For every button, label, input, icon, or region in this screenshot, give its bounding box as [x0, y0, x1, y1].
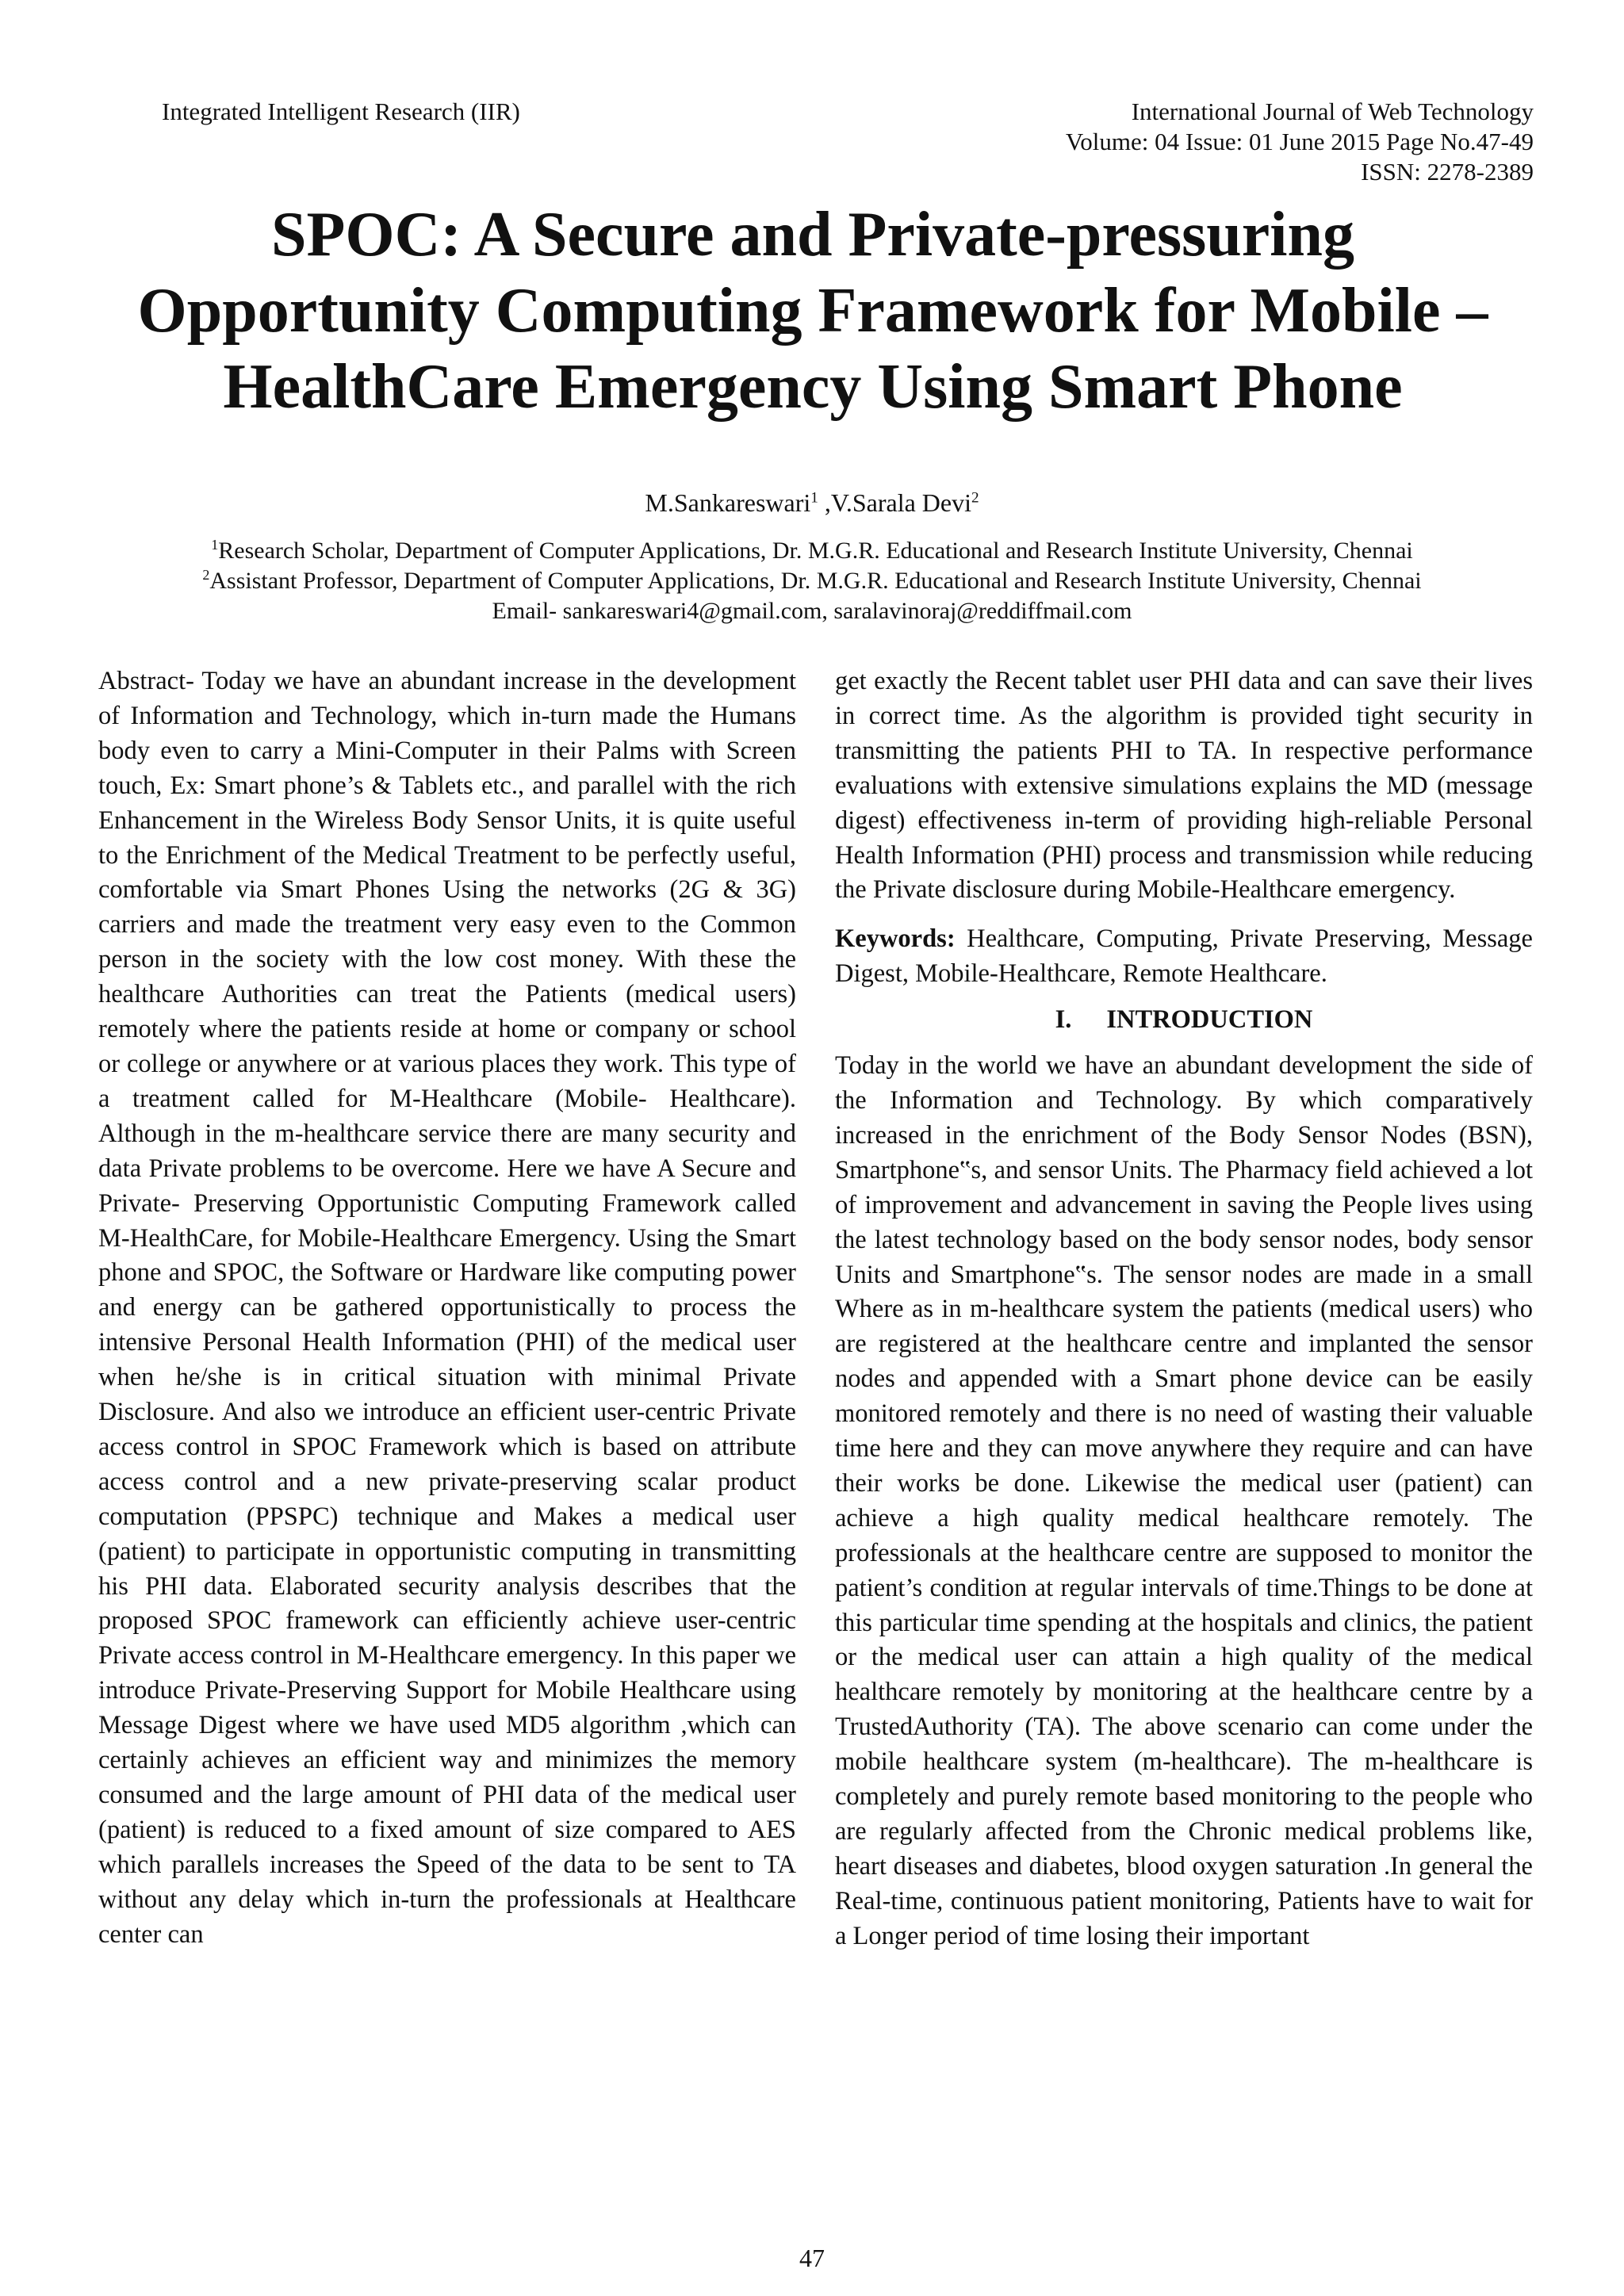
section-title: INTRODUCTION	[1106, 1005, 1313, 1035]
keywords	[835, 922, 1533, 992]
abstract-text: Abstract- Today we have an abundant increase in the development of Information and Technology, which in-turn made the Humans body even to carry a Mini-Computer in their Palms with Screen touch, Ex: Smart phone’s & Tablets etc., and parallel with the rich Enhancement in the Wireless Body Sensor Units, it is quite useful to the Enrichment of the Medical Treatment to be perfectly useful, comfortable via Smart Phones Using the networks (2G & 3G) carriers and made the treatment very easy even to the Common person in the society with the low cost money. With these the healthcare Authorities can treat the Patients (medical users) remotely where the patients reside at home or company or school or college or anywhere or at various places they work. This type of a treatment called for M-Healthcare (Mobile- Healthcare). Although in the m-healthcare service there are many security and data Private problems to be overcome. Here we have A Secure and Private- Preserving Opportunistic Computing Framework called M-HealthCare, for Mobile-Healthcare Emergency. Using the Smart phone and SPOC, the Software or Hardware like computing power and energy can be gathered opportunistically to process the intensive Personal Health Information (PHI) of the medical user when he/she is in critical situation with minimal Private Disclosure. And also we introduce an efficient user-centric Private access control in SPOC Framework which is based on attribute access control and a new private-preserving scalar product computation (PPSPC) technique and Makes a medical user (patient) to participate in opportunistic computing in transmitting his PHI data. Elaborated security analysis describes that the proposed SPOC framework can efficiently achieve user-centric Private access control in M-Healthcare emergency. In this paper we introduce Private-Preserving Support for Mobile Healthcare using Message Digest where we have used MD5 algorithm ,which can certainly achieves an efficient way and minimizes the memory consumed and the large amount of PHI data of the medical user (patient) is reduced to a fixed amount of size compared to AES which parallels increases the Speed of the data to be sent to TA without any delay which in-turn the professionals at Healthcare center can	[98, 667, 796, 1949]
author-list	[0, 487, 1624, 519]
journal-info	[1066, 97, 1534, 187]
title-line-1: SPOC: A Secure and Private-pressuring	[271, 200, 1354, 270]
journal-publisher: Integrated Intelligent Research (IIR)	[162, 98, 520, 125]
author-separator: ,	[818, 488, 831, 517]
author-1-affil: 1	[810, 489, 818, 507]
abstract-continuation: get exactly the Recent tablet user PHI data and can save their lives in correct time. As the algorithm is provided tight security in transmitting the patients PHI to TA. In respective performance evaluations with extensive simulations explains the MD (message digest) effectiveness in-term of providing high-reliable Personal Health Information (PHI) process and transmission while reducing the Private disclosure during Mobile-Healthcare emergency.	[835, 667, 1533, 905]
page-number: 47	[799, 2244, 825, 2272]
affiliation-2	[0, 566, 1624, 596]
title-line-2: Opportunity Computing Framework for Mobile –	[137, 276, 1488, 346]
section-heading	[835, 1003, 1533, 1038]
keywords-text: Healthcare, Computing, Private Preserving, Message Digest, Mobile-Healthcare, Remote Healthcare.	[835, 924, 1533, 989]
right-column	[835, 664, 1533, 1954]
title-line-3: HealthCare Emergency Using Smart Phone	[223, 352, 1403, 422]
author-1: M.Sankareswari	[645, 488, 811, 517]
paper-title	[79, 197, 1546, 425]
journal-volume: Volume: 04 Issue: 01 June 2015 Page No.47-49	[1065, 128, 1534, 155]
affiliation-1-mark: 1	[211, 537, 219, 553]
affiliation-1	[0, 536, 1624, 566]
author-emails: Email- sankareswari4@gmail.com, saralavinoraj@reddiffmail.com	[492, 598, 1132, 624]
affiliation-2-mark: 2	[202, 567, 210, 583]
affiliation-1-text: Research Scholar, Department of Computer Applications, Dr. M.G.R. Educational and Research Institute University, Chennai	[218, 538, 1413, 564]
left-column	[98, 664, 796, 1953]
journal-issn: ISSN: 2278-2389	[1361, 158, 1534, 186]
introduction-text: Today in the world we have an abundant development the side of the Information and Technology. By which comparatively increased in the enrichment of the Body Sensor Nodes (BSN), Smartphone‟s, and sensor Units. The Pharmacy field achieved a lot of improvement and advancement in saving the People lives using the latest technology based on the body sensor nodes, body sensor Units and Smartphone‟s. The sensor nodes are made in a small Where as in m-healthcare system the patients (medical users) who are registered at the healthcare centre and implanted the sensor nodes and appended with a Smart phone device can be easily monitored remotely and there is no need of wasting their valuable time here and they can move anywhere they require and can have their works be done. Likewise the medical user (patient) can achieve a high quality medical healthcare remotely. The professionals at the healthcare centre are supposed to monitor the patient’s condition at regular intervals of time.Things to be done at this particular time spending at the hospitals and clinics, the patient or the medical user can attain a high quality of the medical healthcare remotely by monitoring at the healthcare centre by a TrustedAuthority (TA). The above scenario can come under the mobile healthcare system (m-healthcare). The m-healthcare is completely and purely remote based monitoring to the people who are regularly affected from the Chronic medical problems like, heart diseases and diabetes, blood oxygen saturation .In general the Real-time, continuous patient monitoring, Patients have to wait for a Longer period of time losing their important	[835, 1051, 1533, 1950]
affiliation-2-text: Assistant Professor, Department of Computer Applications, Dr. M.G.R. Educational and Research Institute University, Chennai	[209, 568, 1422, 594]
author-2: V.Sarala Devi	[830, 488, 971, 517]
keywords-label: Keywords:	[835, 924, 956, 954]
affiliations	[0, 536, 1624, 626]
journal-name: International Journal of Web Technology	[1131, 98, 1534, 125]
section-number: I.	[1055, 1005, 1072, 1035]
author-2-affil: 2	[971, 489, 979, 507]
